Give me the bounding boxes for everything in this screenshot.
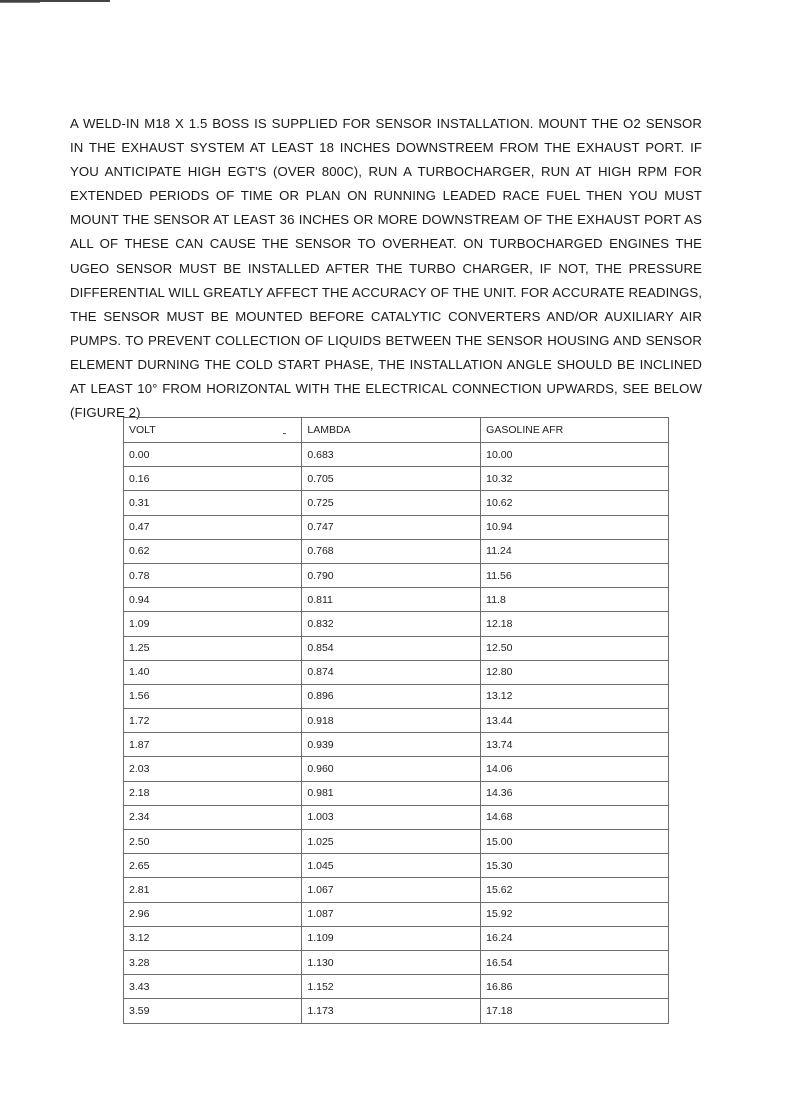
volt-cell: 0.78 <box>124 563 302 587</box>
lambda-cell: 0.683 <box>302 443 481 467</box>
lambda-cell: 0.874 <box>302 660 481 684</box>
volt-cell: 2.34 <box>124 805 302 829</box>
afr-cell: 16.54 <box>481 950 669 974</box>
volt-cell: 2.50 <box>124 830 302 854</box>
lambda-cell: 0.832 <box>302 612 481 636</box>
lambda-cell: 0.811 <box>302 588 481 612</box>
volt-cell: 3.43 <box>124 975 302 999</box>
table-row <box>124 926 669 950</box>
table-row <box>124 878 669 902</box>
lambda-cell: 0.918 <box>302 709 481 733</box>
lambda-cell: 1.152 <box>302 975 481 999</box>
volt-cell: 1.40 <box>124 660 302 684</box>
lambda-cell: 1.067 <box>302 878 481 902</box>
volt-cell: 1.25 <box>124 636 302 660</box>
header-lambda: LAMBDA <box>302 418 481 443</box>
table-row <box>124 515 669 539</box>
afr-cell: 11.24 <box>481 539 669 563</box>
afr-cell: 12.50 <box>481 636 669 660</box>
lambda-cell: 0.725 <box>302 491 481 515</box>
table-row <box>124 830 669 854</box>
installation-instructions: A WELD-IN M18 X 1.5 BOSS IS SUPPLIED FOR SENSOR INSTALLATION. MOUNT THE O2 SENSOR IN THE EXHAUST SYSTEM AT LEAST 18 INCHES DOWNSTREEM FROM THE EXHAUST PORT. IF YOU ANTICIPATE HIGH EGT'S (OVER 800C), RUN A TURBOCHARGER, RUN AT HIGH RPM FOR EXTENDED PERIODS OF TIME OR PLAN ON RUNNING LEADED RACE FUEL THEN YOU MUST MOUNT THE SENSOR AT LEAST 36 INCHES OR MORE DOWNSTREAM OF THE EXHAUST PORT AS ALL OF THESE CAN CAUSE THE SENSOR TO OVERHEAT. ON TURBOCHARGED ENGINES THE UGEO SENSOR MUST BE INSTALLED AFTER THE TURBO CHARGER, IF NOT, THE PRESSURE DIFFERENTIAL WILL GREATLY AFFECT THE ACCURACY OF THE UNIT. FOR ACCURATE READINGS, THE SENSOR MUST BE MOUNTED BEFORE CATALYTIC CONVERTERS AND/OR AUXILIARY AIR PUMPS. TO PREVENT COLLECTION OF LIQUIDS BETWEEN THE SENSOR HOUSING AND SENSOR ELEMENT DURNING THE COLD START PHASE, THE INSTALLATION ANGLE SHOULD BE INCLINED AT LEAST 10° FROM HORIZONTAL WITH THE ELECTRICAL CONNECTION UPWARDS, SEE BELOW (FIGURE 2) <box>70 116 702 421</box>
afr-cell: 10.94 <box>481 515 669 539</box>
table-row <box>124 467 669 491</box>
afr-cell: 10.00 <box>481 443 669 467</box>
volt-cell: 0.94 <box>124 588 302 612</box>
volt-cell: 1.72 <box>124 709 302 733</box>
scan-speck <box>283 433 286 434</box>
table-row <box>124 491 669 515</box>
lambda-cell: 0.981 <box>302 781 481 805</box>
afr-cell: 11.8 <box>481 588 669 612</box>
table-row <box>124 902 669 926</box>
volt-cell: 3.12 <box>124 926 302 950</box>
lambda-cell: 0.747 <box>302 515 481 539</box>
lambda-cell: 0.768 <box>302 539 481 563</box>
table-row <box>124 539 669 563</box>
lambda-cell: 0.896 <box>302 684 481 708</box>
afr-cell: 17.18 <box>481 999 669 1023</box>
afr-cell: 15.30 <box>481 854 669 878</box>
header-gasoline-afr: GASOLINE AFR <box>481 418 669 443</box>
table-row <box>124 999 669 1023</box>
afr-cell: 15.92 <box>481 902 669 926</box>
volt-cell: 1.09 <box>124 612 302 636</box>
volt-lambda-afr-table <box>123 417 669 1024</box>
afr-cell: 13.74 <box>481 733 669 757</box>
afr-cell: 15.00 <box>481 830 669 854</box>
lambda-cell: 1.173 <box>302 999 481 1023</box>
volt-cell: 2.81 <box>124 878 302 902</box>
afr-cell: 10.62 <box>481 491 669 515</box>
lambda-cell: 0.705 <box>302 467 481 491</box>
afr-cell: 14.06 <box>481 757 669 781</box>
volt-cell: 2.96 <box>124 902 302 926</box>
afr-cell: 13.12 <box>481 684 669 708</box>
table-row <box>124 975 669 999</box>
lambda-cell: 1.045 <box>302 854 481 878</box>
lambda-cell: 0.854 <box>302 636 481 660</box>
table-row <box>124 805 669 829</box>
table-row <box>124 733 669 757</box>
afr-cell: 14.68 <box>481 805 669 829</box>
table-row <box>124 636 669 660</box>
table-row <box>124 588 669 612</box>
table-row <box>124 781 669 805</box>
table-row <box>124 709 669 733</box>
afr-cell: 10.32 <box>481 467 669 491</box>
table-row <box>124 950 669 974</box>
volt-cell: 0.62 <box>124 539 302 563</box>
lambda-cell: 0.960 <box>302 757 481 781</box>
volt-cell: 0.00 <box>124 443 302 467</box>
afr-cell: 12.18 <box>481 612 669 636</box>
lambda-cell: 1.130 <box>302 950 481 974</box>
volt-cell: 2.03 <box>124 757 302 781</box>
volt-cell: 3.59 <box>124 999 302 1023</box>
table-row <box>124 612 669 636</box>
volt-cell: 1.87 <box>124 733 302 757</box>
table-row <box>124 563 669 587</box>
table-row <box>124 660 669 684</box>
table-row <box>124 443 669 467</box>
afr-cell: 11.56 <box>481 563 669 587</box>
volt-cell: 0.31 <box>124 491 302 515</box>
afr-cell: 12.80 <box>481 660 669 684</box>
header-volt: VOLT <box>124 418 302 443</box>
table-row <box>124 757 669 781</box>
afr-cell: 13.44 <box>481 709 669 733</box>
afr-cell: 15.62 <box>481 878 669 902</box>
table-header-row <box>124 418 669 443</box>
volt-cell: 2.18 <box>124 781 302 805</box>
lambda-cell: 1.109 <box>302 926 481 950</box>
table-row <box>124 684 669 708</box>
lambda-cell: 0.939 <box>302 733 481 757</box>
afr-cell: 16.86 <box>481 975 669 999</box>
lambda-cell: 1.087 <box>302 902 481 926</box>
volt-cell: 0.47 <box>124 515 302 539</box>
volt-cell: 3.28 <box>124 950 302 974</box>
lambda-cell: 1.025 <box>302 830 481 854</box>
afr-cell: 16.24 <box>481 926 669 950</box>
lambda-cell: 1.003 <box>302 805 481 829</box>
volt-cell: 1.56 <box>124 684 302 708</box>
table-row <box>124 854 669 878</box>
lambda-cell: 0.790 <box>302 563 481 587</box>
volt-cell: 2.65 <box>124 854 302 878</box>
scan-edge-mark <box>0 2 40 3</box>
afr-cell: 14.36 <box>481 781 669 805</box>
volt-cell: 0.16 <box>124 467 302 491</box>
